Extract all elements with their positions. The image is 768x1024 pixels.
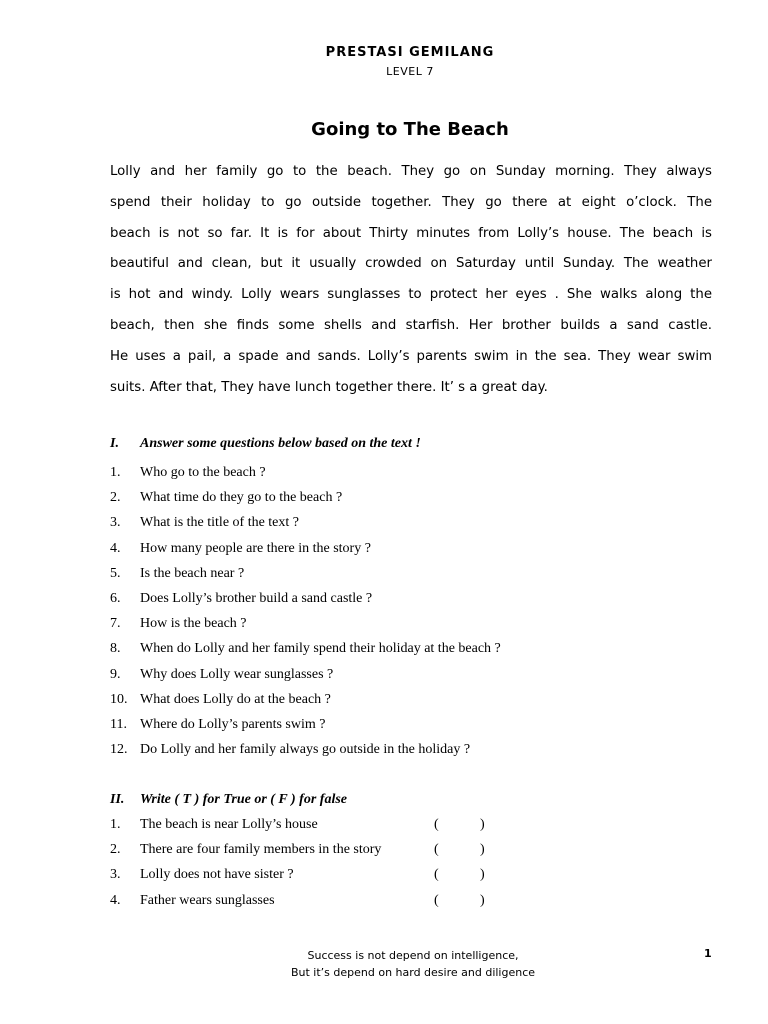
statement-text: Father wears sunglasses — [140, 892, 275, 908]
story-line: Lolly and her family go to the beach. They go on Sunday morning. They always — [110, 164, 712, 179]
question-number: 6. — [110, 590, 121, 606]
story-line: He uses a pail, a spade and sands. Lolly’s parents swim in the sea. They wear swim — [110, 348, 712, 364]
section-2-heading — [110, 792, 347, 808]
close-paren: ) — [480, 892, 485, 908]
statement-number: 3. — [110, 867, 121, 883]
story-line: beautiful and clean, but it usually crowded on Saturday until Sunday. The weather — [110, 256, 712, 272]
page-number: 1 — [704, 947, 712, 960]
question-item — [110, 536, 710, 561]
footer-quote — [0, 947, 768, 981]
question-number: 10. — [110, 691, 128, 707]
question-item — [110, 636, 710, 661]
section-2-number: II. — [110, 792, 125, 807]
question-number: 9. — [110, 666, 121, 682]
question-item — [110, 485, 710, 510]
section-2-instruction: Write ( T ) for True or ( F ) for false — [140, 792, 347, 807]
question-text: Do Lolly and her family always go outside in the holiday ? — [140, 742, 471, 758]
story-title: Going to The Beach — [311, 119, 509, 140]
question-number: 8. — [110, 641, 121, 657]
statement-text: Lolly does not have sister ? — [140, 867, 294, 883]
question-text: When do Lolly and her family spend their holiday at the beach ? — [140, 641, 501, 657]
story-line: spend their holiday to go outside together. They go there at eight o’clock. The — [110, 194, 712, 210]
question-item — [110, 586, 710, 611]
question-text: What time do they go to the beach ? — [140, 490, 343, 506]
statement-number: 2. — [110, 842, 121, 858]
section-1-number: I. — [110, 436, 119, 451]
question-item — [110, 510, 710, 535]
question-item — [110, 687, 710, 712]
story-line: is hot and windy. Lolly wears sunglasses to protect her eyes . She walks along the — [110, 287, 712, 303]
question-text: Who go to the beach ? — [140, 465, 266, 480]
statement-number: 1. — [110, 817, 121, 832]
question-number: 5. — [110, 565, 121, 581]
footer-quote-line-1: Success is not depend on intelligence, — [307, 949, 519, 962]
question-text: Does Lolly’s brother build a sand castle ? — [140, 590, 373, 606]
question-text: What is the title of the text ? — [140, 515, 300, 531]
close-paren: ) — [480, 842, 485, 858]
question-text: What does Lolly do at the beach ? — [140, 691, 331, 707]
question-number: 4. — [110, 540, 121, 556]
statement-item — [110, 837, 710, 862]
question-item — [110, 737, 710, 762]
true-false-list — [110, 812, 710, 913]
story-line: suits. After that, They have lunch together there. It’ s a great day. — [110, 379, 548, 395]
question-text: How many people are there in the story ? — [140, 540, 371, 556]
open-paren: ( — [434, 842, 439, 858]
statement-number: 4. — [110, 892, 121, 908]
question-number: 12. — [110, 742, 128, 758]
statement-text: The beach is near Lolly’s house — [140, 817, 318, 832]
story-paragraph — [110, 157, 712, 403]
question-item — [110, 712, 710, 737]
question-text: Where do Lolly’s parents swim ? — [140, 716, 326, 732]
school-name: PRESTASI GEMILANG — [325, 45, 495, 60]
question-list — [110, 460, 710, 762]
question-number: 11. — [110, 716, 127, 732]
question-text: Is the beach near ? — [140, 565, 245, 581]
statement-item — [110, 862, 710, 887]
close-paren: ) — [480, 867, 485, 883]
question-item — [110, 611, 710, 636]
question-text: How is the beach ? — [140, 616, 247, 632]
close-paren: ) — [480, 817, 485, 832]
section-1-heading — [110, 436, 421, 452]
question-number: 3. — [110, 515, 121, 531]
statement-item — [110, 888, 710, 913]
statement-item — [110, 812, 710, 837]
section-1-instruction: Answer some questions below based on the text ! — [140, 436, 421, 451]
question-item — [110, 460, 710, 485]
question-item — [110, 662, 710, 687]
statement-text: There are four family members in the story — [140, 842, 382, 858]
footer-quote-line-2: But it’s depend on hard desire and diligence — [290, 966, 536, 979]
open-paren: ( — [434, 867, 439, 883]
question-item — [110, 561, 710, 586]
question-text: Why does Lolly wear sunglasses ? — [140, 666, 334, 682]
open-paren: ( — [434, 892, 439, 908]
open-paren: ( — [434, 817, 439, 832]
question-number: 7. — [110, 616, 121, 632]
story-line: beach, then she finds some shells and starfish. Her brother builds a sand castle. — [110, 317, 712, 333]
story-line: beach is not so far. It is for about Thirty minutes from Lolly’s house. The beach is — [110, 225, 712, 241]
question-number: 2. — [110, 490, 121, 506]
level-label: LEVEL 7 — [386, 65, 434, 78]
question-number: 1. — [110, 465, 121, 480]
